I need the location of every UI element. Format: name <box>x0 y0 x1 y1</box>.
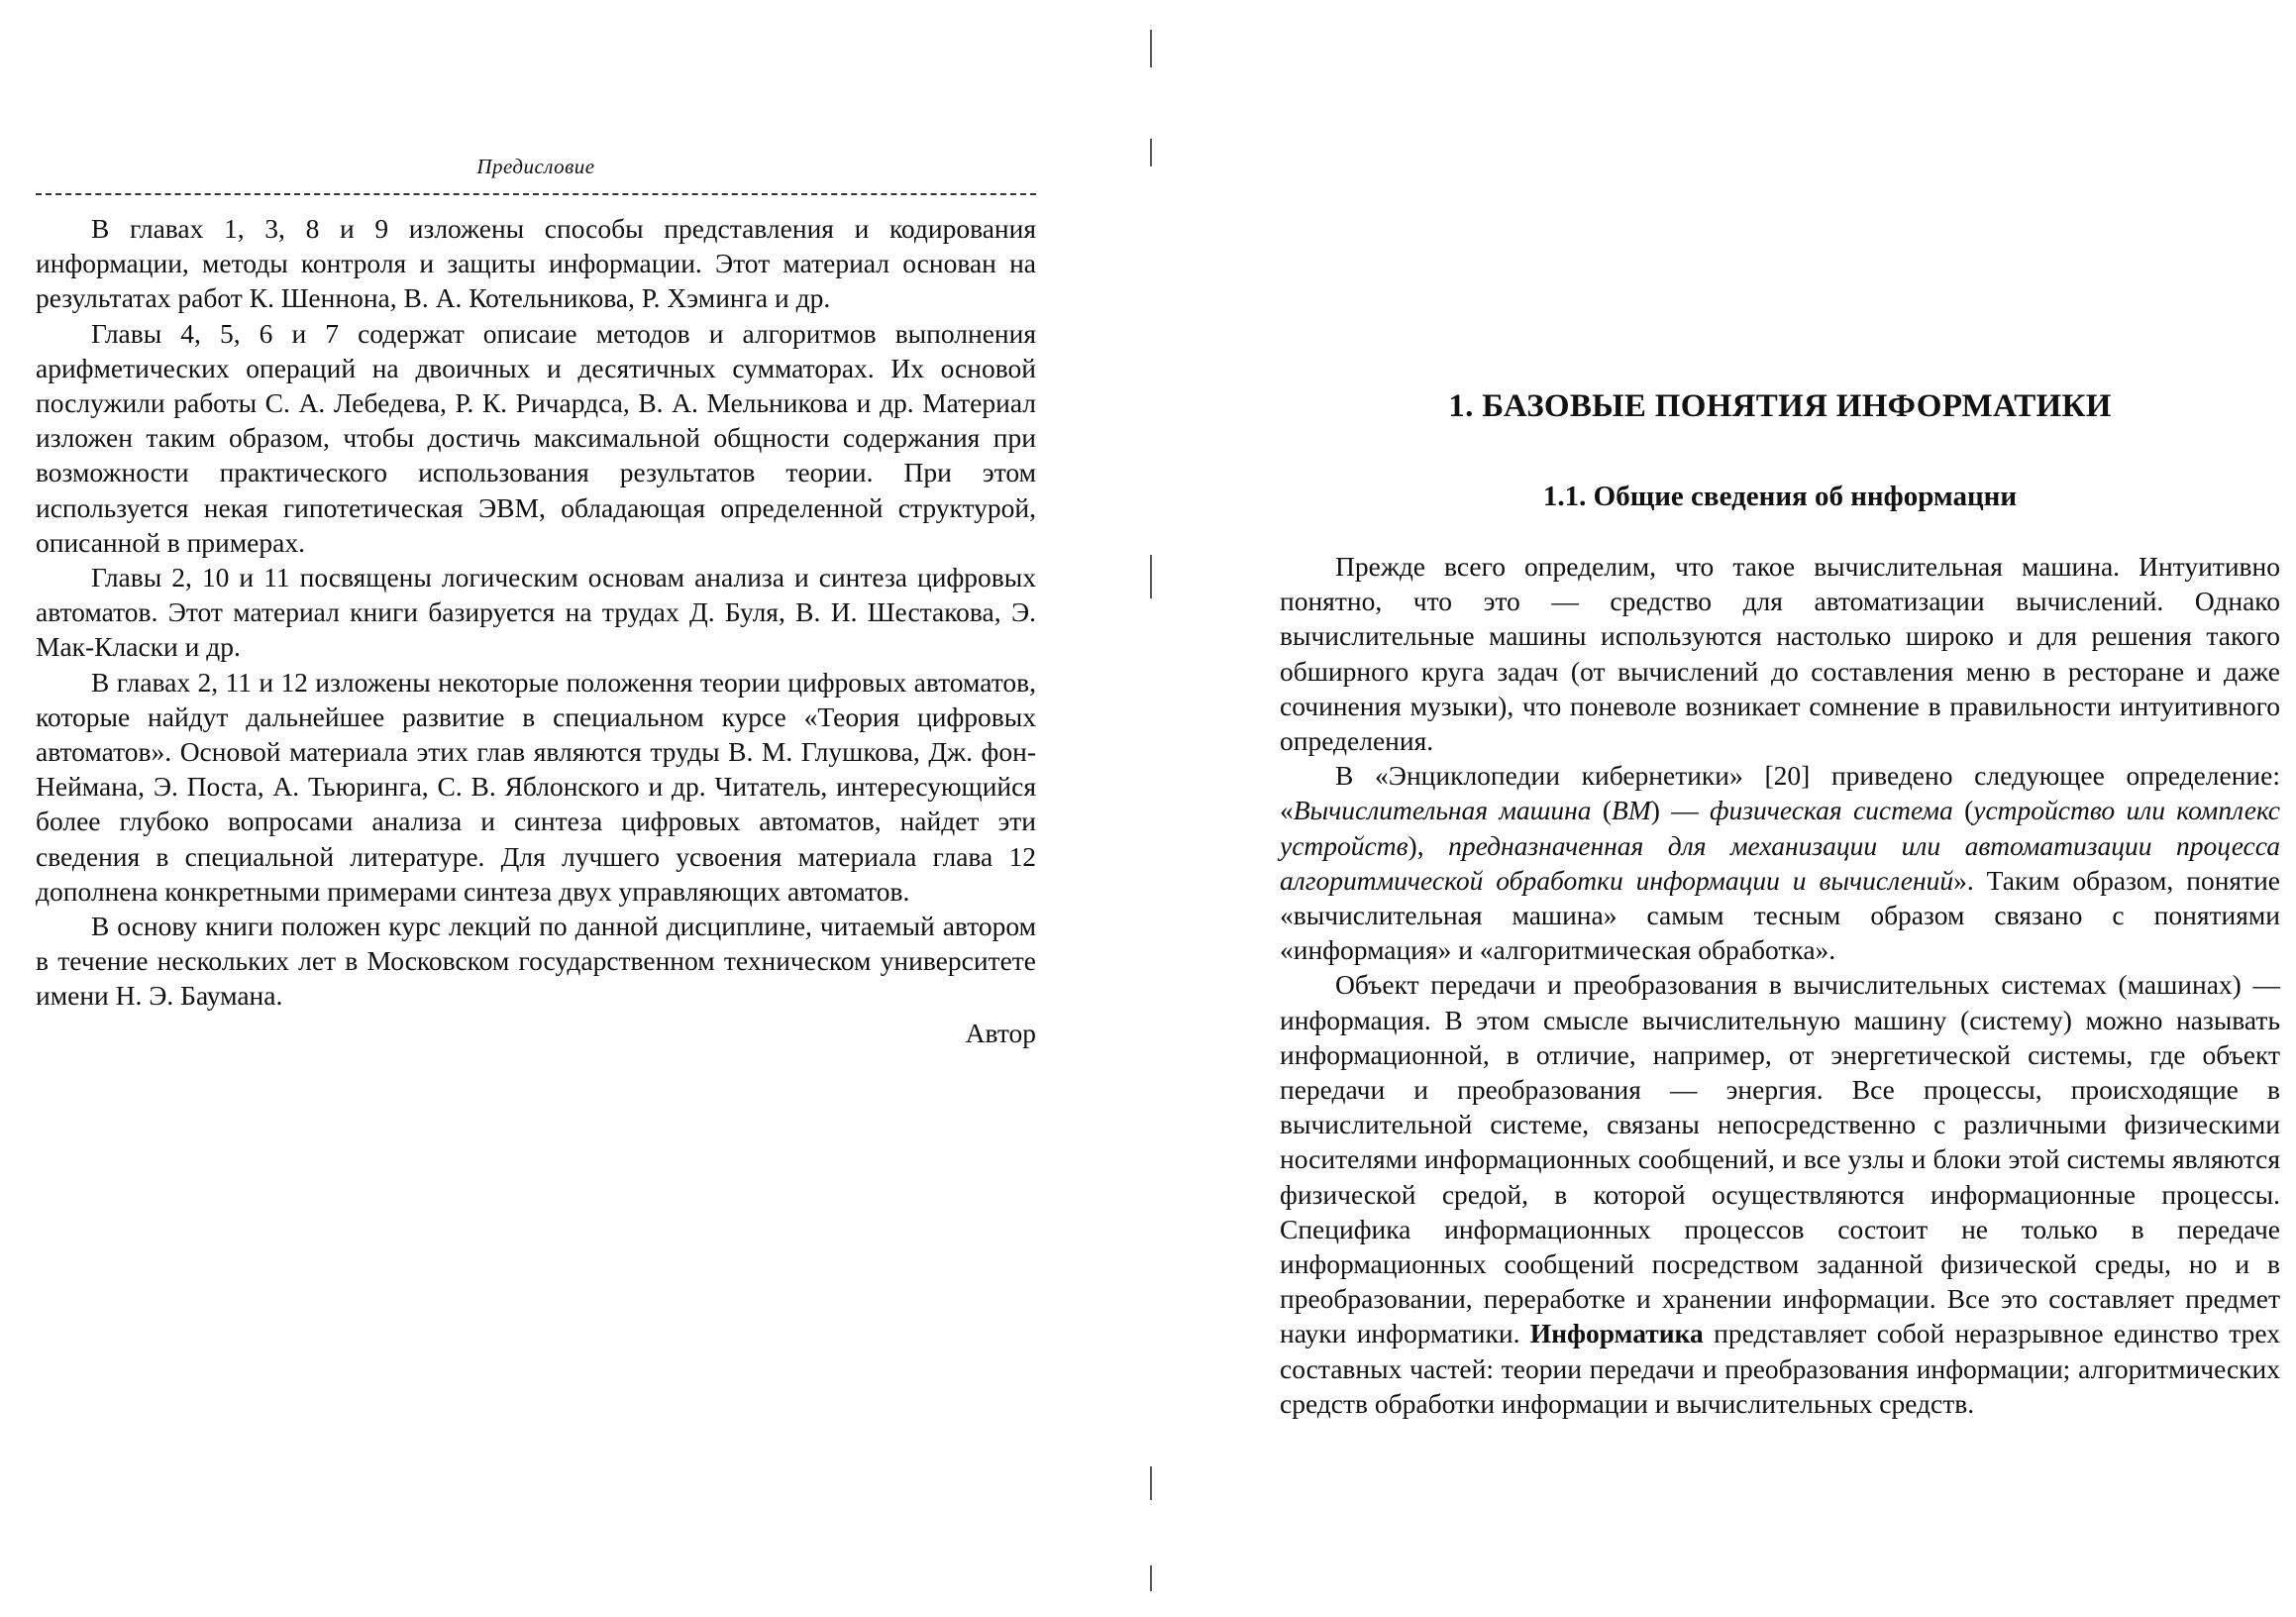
definition-text: предназначенная для механизации или автоматизации процесса алгоритмической обработки информации и вычислений <box>1280 829 2280 896</box>
body-paragraph-2 <box>1280 758 2280 967</box>
chapter-text <box>1280 549 2280 1421</box>
left-page <box>36 0 1036 1617</box>
paragraph-lead: В «Энциклопедии кибернетики» [20] приведено следующее определение: « <box>1280 760 2280 826</box>
text-fragment: ( <box>1591 795 1613 826</box>
preface-paragraph-5: В основу книги положен курс лекций по данной дисциплине, читаемый автором в течение нескольких лет в Московском государственном техническом университете имени Н. Э. Баумана. <box>36 911 1036 1012</box>
author-signature: Автор <box>965 1017 1036 1048</box>
text-fragment: ( <box>1952 795 1974 826</box>
preface-paragraph-4: В главах 2, 11 и 12 изложены некоторые положення теории цифровых автоматов, которые найдут дальнейшее развитие в специальном курсе «Теория цифровых автоматов». Основой материала этих глав являются труды В. М. Глушкова, Дж. фон-Неймана, Э. Поста, А. Тьюринга, С. В. Яблонского и др. Читатель, интересующийся более глубоко вопросами анализа и синтеза цифровых автоматов, найдет эти сведения в специальной литературе. Для лучшего усвоения материала глава 12 дополнена конкретными примерами синтеза двух управляющих автоматов. <box>36 666 1036 907</box>
preface-paragraph-3: Главы 2, 10 и 11 посвящены логическим основам анализа и синтеза цифровых автоматов. Этот материал книги базируется на трудах Д. Буля, В. И. Шестакова, Э. Мак-Класки и др. <box>36 562 1036 663</box>
definition-abbreviation: ВМ <box>1612 795 1651 826</box>
key-term: Информатика <box>1529 1318 1704 1349</box>
definition-text: физическая система <box>1710 795 1953 826</box>
definition-text: устройство или комплекс устройств <box>1280 795 2280 861</box>
text-fragment: ), <box>1408 829 1449 861</box>
section-title: 1.1. Общие сведения об ннформацни <box>1542 481 2018 512</box>
running-head: Предисловие <box>476 155 595 178</box>
paragraph-tail: ». Таким образом, понятие «вычислительная машина» самым тесным образом связано с понятиями «информация» и «алгоритмическая обработка». <box>1280 864 2280 966</box>
paragraph-tail: представляет собой неразрывное единство трех составных частей: теории передачи и преобразования информации; алгоритмических средств обработки информации и вычислительных средств. <box>1280 1318 2280 1419</box>
gutter-mark <box>1150 1466 1152 1500</box>
gutter-mark <box>1150 30 1152 67</box>
definition-term: Вычислительная машина <box>1293 795 1592 826</box>
gutter-mark <box>1150 555 1152 598</box>
gutter-mark <box>1150 139 1152 166</box>
paragraph-lead: Объект передачи и преобразования в вычислительных системах (машинах) — информация. В этом смысле вычислительную машину (систему) можно называть информационной, в отличие, например, от энергетической системы, где объект передачи и преобразования — энергия. Все процессы, происходящие в вычислительной системе, связаны непосредственно с различными физическими носителями информационных сообщений, и все узлы и блоки этой системы являются физической средой, в которой осуществляются информационные процессы. Специфика информационных процессов состоит не только в передаче информационных сообщений посредством заданной физической среды, но и в преобразовании, переработке и хранении информации. Все это составляет предмет науки информатики. <box>1280 969 2280 1349</box>
right-page <box>1280 0 2280 1617</box>
chapter-title: 1. БАЗОВЫЕ ПОНЯТИЯ ИНФОРМАТИКИ <box>1448 388 2112 424</box>
header-rule <box>36 193 1036 195</box>
preface-text <box>36 211 1036 1050</box>
text-fragment: ) — <box>1650 795 1711 826</box>
body-paragraph-3 <box>1280 967 2280 1421</box>
gutter-mark <box>1150 1565 1152 1591</box>
preface-paragraph-1: В главах 1, 3, 8 и 9 изложены способы представления и кодирования информации, методы контроля и защиты информации. Этот материал основан на результатах работ К. Шеннона, В. А. Котельникова, Р. Хэминга и др. <box>36 213 1036 314</box>
preface-paragraph-2: Главы 4, 5, 6 и 7 содержат описаие методов и алгоритмов выполнения арифметических операций на двоичных и десятичных сумматорах. Их основой послужили работы С. А. Лебедева, Р. К. Ричардса, В. А. Мельникова и др. Материал изложен таким образом, чтобы достичь максимальной общности содержания при возможности практического использования результатов теории. При этом используется некая гипотетическая ЭВМ, обладающая определенной структурой, описанной в примерах. <box>36 317 1036 558</box>
body-paragraph-1: Прежде всего определим, что такое вычислительная машина. Интуитивно понятно, что это — средство для автоматизации вычислений. Однако вычислительные машины используются настолько широко и для решения такого обширного круга задач (от вычислений до составления меню в ресторане и даже сочинения музыки), что поневоле возникает сомнение в правильности интуитивного определения. <box>1280 551 2280 757</box>
